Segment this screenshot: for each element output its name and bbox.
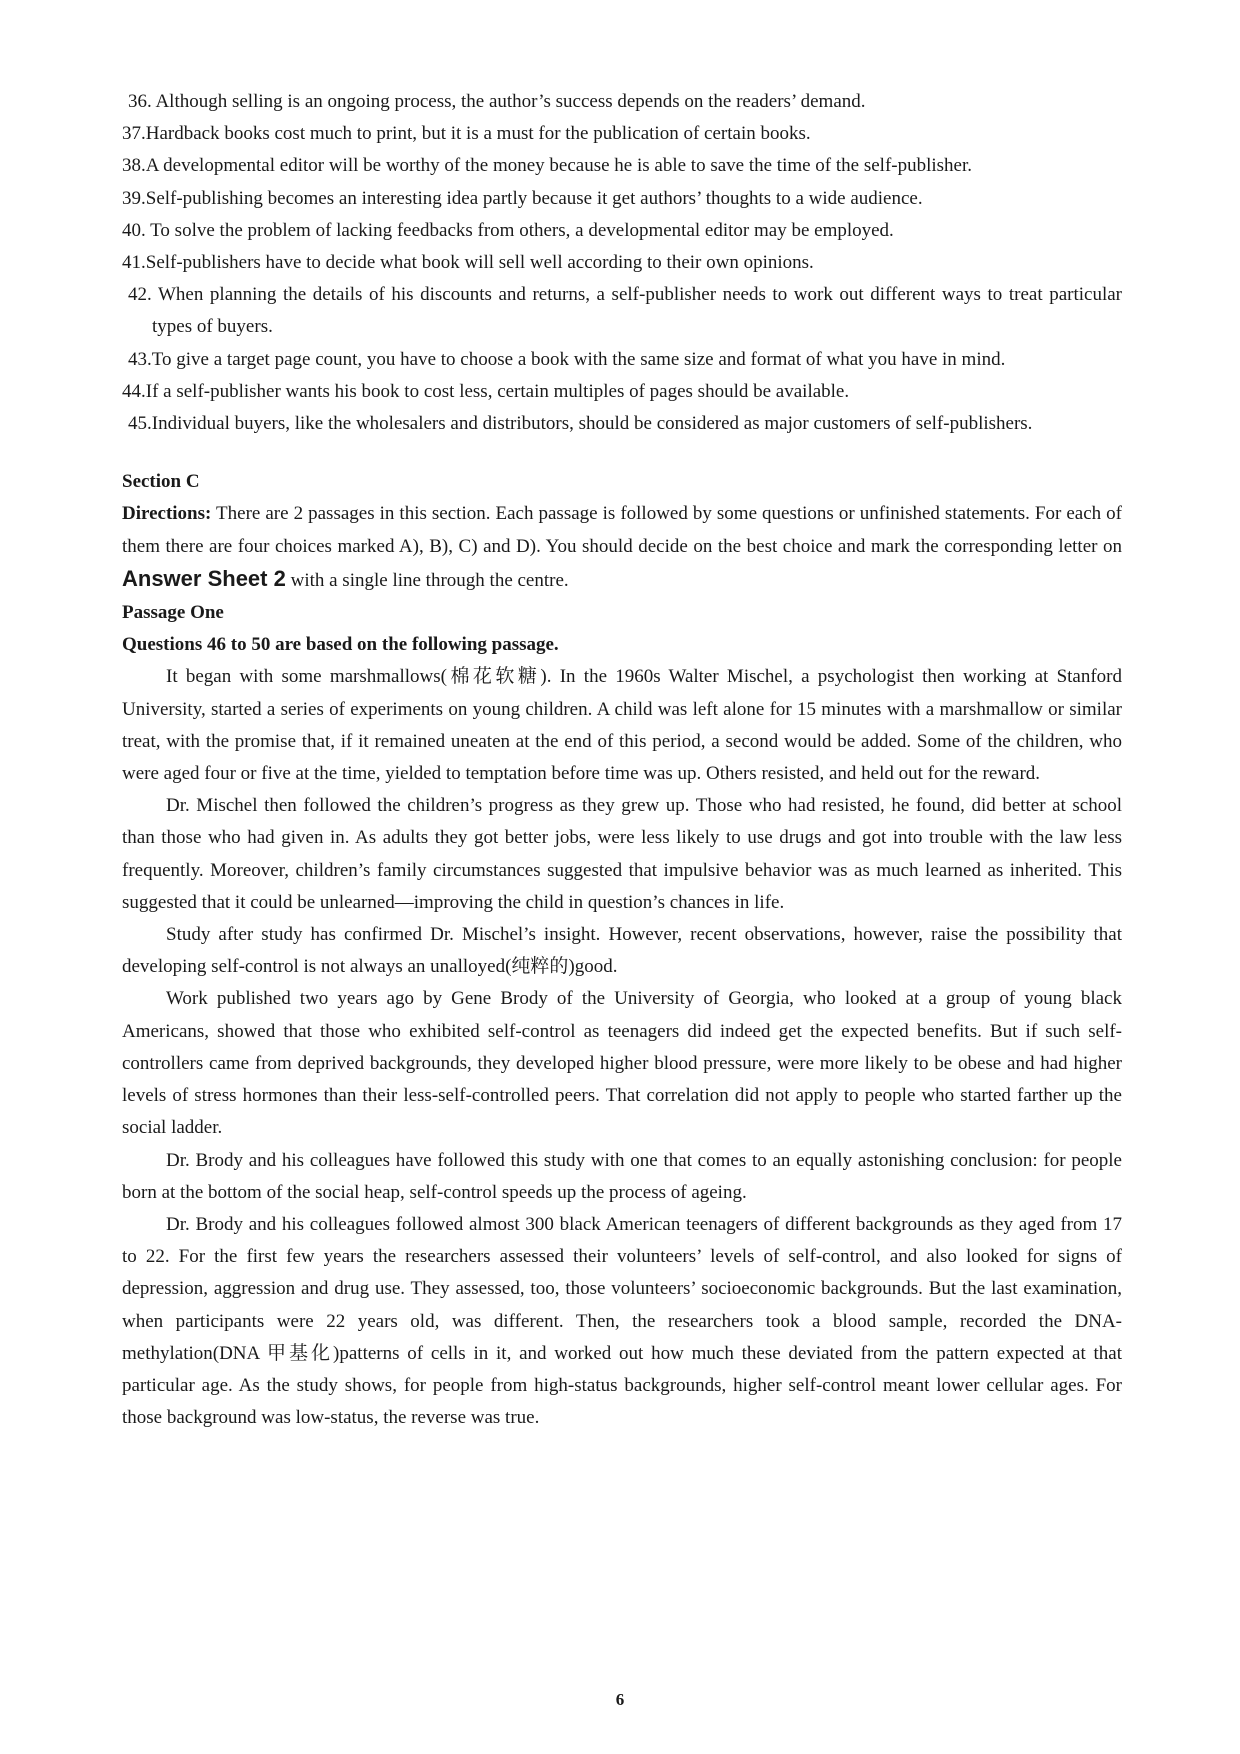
directions-label: Directions: <box>122 503 212 525</box>
statement-40: 40. To solve the problem of lacking feedbacks from others, a developmental editor may be employed. <box>122 219 894 241</box>
section-heading: Section C <box>122 471 200 493</box>
directions <box>122 498 1122 597</box>
passage-paragraph-1: It began with some marshmallows(棉花软糖). In the 1960s Walter Mischel, a psychologist then working at Stanford University, started a series of experiments on young children. A child was left alone for 15 minutes with a marshmallow or similar treat, with the promise that, if it remained uneaten at the end of this period, a second would be added. Some of the children, who were aged four or five at the time, yielded to temptation before time was up. Others resisted, and held out for the reward. <box>122 666 1122 785</box>
statement-41: 41.Self-publishers have to decide what book will sell well according to their own opinions. <box>122 252 814 274</box>
section-c <box>122 466 1122 661</box>
statement-42: 42. When planning the details of his discounts and returns, a self-publisher needs to work out different ways to treat particular types of buyers. <box>128 284 1122 338</box>
passage-paragraph-2: Dr. Mischel then followed the children’s progress as they grew up. Those who had resisted, he found, did better at school than those who had given in. As adults they got better jobs, were less likely to use drugs and got into trouble with the law less frequently. Moreover, children’s family circumstances suggested that impulsive behavior was as much learned as inherited. This suggested that it could be unlearned—improving the child in question’s chances in life. <box>122 795 1122 913</box>
document-page <box>122 86 1122 1434</box>
statement-45: 45.Individual buyers, like the wholesalers and distributors, should be considered as major customers of self-publishers. <box>128 413 1033 435</box>
directions-text-1: There are 2 passages in this section. Each passage is followed by some questions or unfinished statements. For each of them there are four choices marked A), B), C) and D). You should decide on the best choice and mark the corresponding letter on <box>122 503 1122 557</box>
statement-44: 44.If a self-publisher wants his book to cost less, certain multiples of pages should be available. <box>122 380 850 402</box>
directions-text-2: with a single line through the centre. <box>285 569 569 591</box>
section-spacer <box>122 440 1122 466</box>
answer-sheet-label: Answer Sheet 2 <box>122 565 286 591</box>
passage-paragraph-5: Dr. Brody and his colleagues have followed this study with one that comes to an equally astonishing conclusion: for people born at the bottom of the social heap, self-control speeds up the process of ageing. <box>122 1149 1122 1203</box>
passage-paragraph-4: Work published two years ago by Gene Brody of the University of Georgia, who looked at a group of young black Americans, showed that those who exhibited self-control as teenagers did indeed get the expected benefits. But if such self-controllers came from deprived backgrounds, they developed higher blood pressure, were more likely to be obese and had higher levels of stress hormones than their less-self-controlled peers. That correlation did not apply to people who started farther up the social ladder. <box>122 988 1122 1139</box>
page-number: 6 <box>615 1690 625 1709</box>
statement-38: 38.A developmental editor will be worthy of the money because he is able to save the time of the self-publisher. <box>122 155 973 177</box>
passage-body <box>122 661 1122 1434</box>
statement-36: 36. Although selling is an ongoing process, the author’s success depends on the readers’ demand. <box>128 91 866 112</box>
statement-39: 39.Self-publishing becomes an interesting idea partly because it get authors’ thoughts to a wide audience. <box>122 187 923 209</box>
statement-37: 37.Hardback books cost much to print, but it is a must for the publication of certain books. <box>122 123 811 145</box>
statements-list <box>122 86 1122 440</box>
passage-paragraph-3: Study after study has confirmed Dr. Mischel’s insight. However, recent observations, however, raise the possibility that developing self-control is not always an unalloyed(纯粹的)good. <box>122 924 1122 978</box>
statement-43: 43.To give a target page count, you have to choose a book with the same size and format of what you have in mind. <box>128 348 1006 370</box>
passage-paragraph-6: Dr. Brody and his colleagues followed almost 300 black American teenagers of different backgrounds as they aged from 17 to 22. For the first few years the researchers assessed their volunteers’ levels of self-control, and also looked for signs of depression, aggression and drug use. They assessed, too, those volunteers’ socioeconomic backgrounds. But the last examination, when participants were 22 years old, was different. Then, the researchers took a blood sample, recorded the DNA-methylation(DNA 甲基化)patterns of cells in it, and worked out how much these deviated from the pattern expected at that particular age. As the study shows, for people from high-status backgrounds, higher self-control meant lower cellular ages. For those background was low-status, the reverse was true. <box>122 1213 1122 1429</box>
passage-title: Passage One <box>122 602 224 624</box>
questions-note: Questions 46 to 50 are based on the following passage. <box>122 634 559 656</box>
